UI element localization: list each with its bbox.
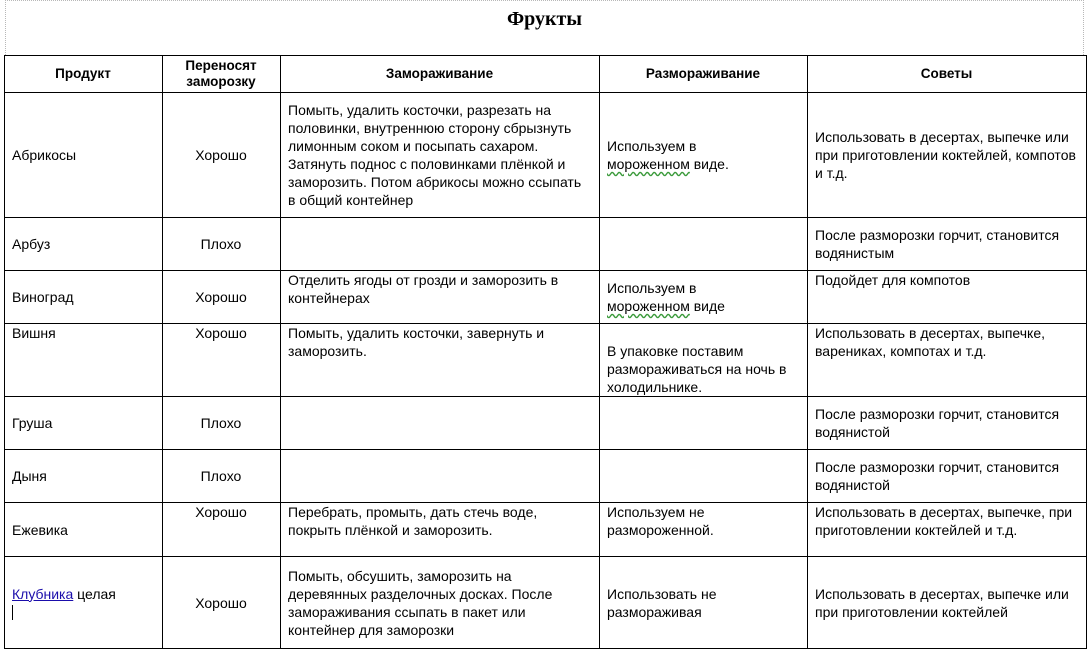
header-row xyxy=(5,56,1087,93)
table-row xyxy=(5,397,1087,450)
cell-tips[interactable]: После разморозки горчит, становится водянистой xyxy=(808,397,1087,450)
table-row xyxy=(5,93,1087,218)
cell-tips[interactable]: Подойдет для компотов xyxy=(808,271,1087,324)
table-row xyxy=(5,557,1087,649)
cell-tips[interactable]: Использовать в десертах, выпечке, при приготовлении коктейлей и т.д. xyxy=(808,503,1087,557)
table-row xyxy=(5,324,1087,397)
text-cursor xyxy=(12,605,13,620)
cell-tolerance[interactable]: Хорошо xyxy=(163,503,281,557)
cell-tips[interactable]: Использовать в десертах, выпечке, варениках, компотах и т.д. xyxy=(808,324,1087,397)
cell-freezing[interactable]: Помыть, обсушить, заморозить на деревянных разделочных досках. После замораживания ссыпать в пакет или контейнер для заморозки xyxy=(281,557,600,649)
header-freezing: Замораживание xyxy=(281,56,600,93)
cell-product[interactable]: Абрикосы xyxy=(5,93,163,218)
cell-tips[interactable]: После разморозки горчит, становится водянистой xyxy=(808,450,1087,503)
spellcheck-word: мороженном xyxy=(607,156,690,172)
cell-tips[interactable]: Использовать в десертах, выпечке или при приготовлении коктейлей xyxy=(808,557,1087,649)
cell-tolerance[interactable]: Плохо xyxy=(163,450,281,503)
table-row xyxy=(5,450,1087,503)
thawing-text: Используем в xyxy=(607,138,697,154)
cell-product[interactable]: Ежевика xyxy=(5,503,163,557)
cell-thawing[interactable]: Использовать не размораживая xyxy=(600,557,808,649)
cell-thawing[interactable] xyxy=(600,450,808,503)
header-product: Продукт xyxy=(5,56,163,93)
cell-thawing[interactable]: В упаковке поставим размораживаться на ночь в холодильнике. xyxy=(600,324,808,397)
cell-product[interactable]: Арбуз xyxy=(5,218,163,271)
cell-tolerance[interactable]: Плохо xyxy=(163,218,281,271)
cell-thawing[interactable] xyxy=(600,271,808,324)
thawing-text: Используем в xyxy=(607,280,697,296)
cell-freezing[interactable] xyxy=(281,397,600,450)
product-text: целая xyxy=(73,585,116,602)
cell-product[interactable] xyxy=(5,557,163,649)
spellcheck-word: мороженном xyxy=(607,298,690,314)
cell-tolerance[interactable]: Плохо xyxy=(163,397,281,450)
product-link[interactable]: Клубника xyxy=(12,585,74,602)
header-tolerance: Переносят заморозку xyxy=(163,56,281,93)
cell-freezing[interactable]: Отделить ягоды от грозди и заморозить в контейнерах xyxy=(281,271,600,324)
cell-thawing[interactable] xyxy=(600,397,808,450)
cell-thawing[interactable] xyxy=(600,218,808,271)
cell-freezing[interactable]: Помыть, удалить косточки, завернуть и заморозить. xyxy=(281,324,600,397)
thawing-text-end: виде xyxy=(689,298,725,314)
thawing-text-end: виде. xyxy=(689,156,729,172)
cell-freezing[interactable]: Помыть, удалить косточки, разрезать на половинки, внутреннюю сторону сбрызнуть лимонным соком и посыпать сахаром. Затянуть поднос с половинками плёнкой и заморозить. Потом абрикосы можно ссыпать в общий контейнер xyxy=(281,93,600,218)
table-row xyxy=(5,218,1087,271)
cell-tolerance[interactable]: Хорошо xyxy=(163,557,281,649)
cell-freezing[interactable] xyxy=(281,450,600,503)
cell-tolerance[interactable]: Хорошо xyxy=(163,271,281,324)
cell-tolerance[interactable]: Хорошо xyxy=(163,324,281,397)
cell-thawing[interactable] xyxy=(600,93,808,218)
cell-freezing[interactable] xyxy=(281,218,600,271)
cell-product[interactable]: Дыня xyxy=(5,450,163,503)
header-thawing: Размораживание xyxy=(600,56,808,93)
cell-product[interactable]: Виноград xyxy=(5,271,163,324)
cell-thawing[interactable]: Используем не размороженной. xyxy=(600,503,808,557)
fruit-table xyxy=(4,55,1087,649)
cell-tips[interactable]: После разморозки горчит, становится водянистым xyxy=(808,218,1087,271)
cell-product[interactable]: Вишня xyxy=(5,324,163,397)
table-row xyxy=(5,271,1087,324)
header-tips: Советы xyxy=(808,56,1087,93)
page-title: Фрукты xyxy=(507,8,582,30)
table-row xyxy=(5,503,1087,557)
cell-product[interactable]: Груша xyxy=(5,397,163,450)
cell-tips[interactable]: Использовать в десертах, выпечке или при приготовлении коктейлей, компотов и т.д. xyxy=(808,93,1087,218)
title-row xyxy=(5,0,1084,55)
cell-tolerance[interactable]: Хорошо xyxy=(163,93,281,218)
cell-freezing[interactable]: Перебрать, промыть, дать стечь воде, покрыть плёнкой и заморозить. xyxy=(281,503,600,557)
